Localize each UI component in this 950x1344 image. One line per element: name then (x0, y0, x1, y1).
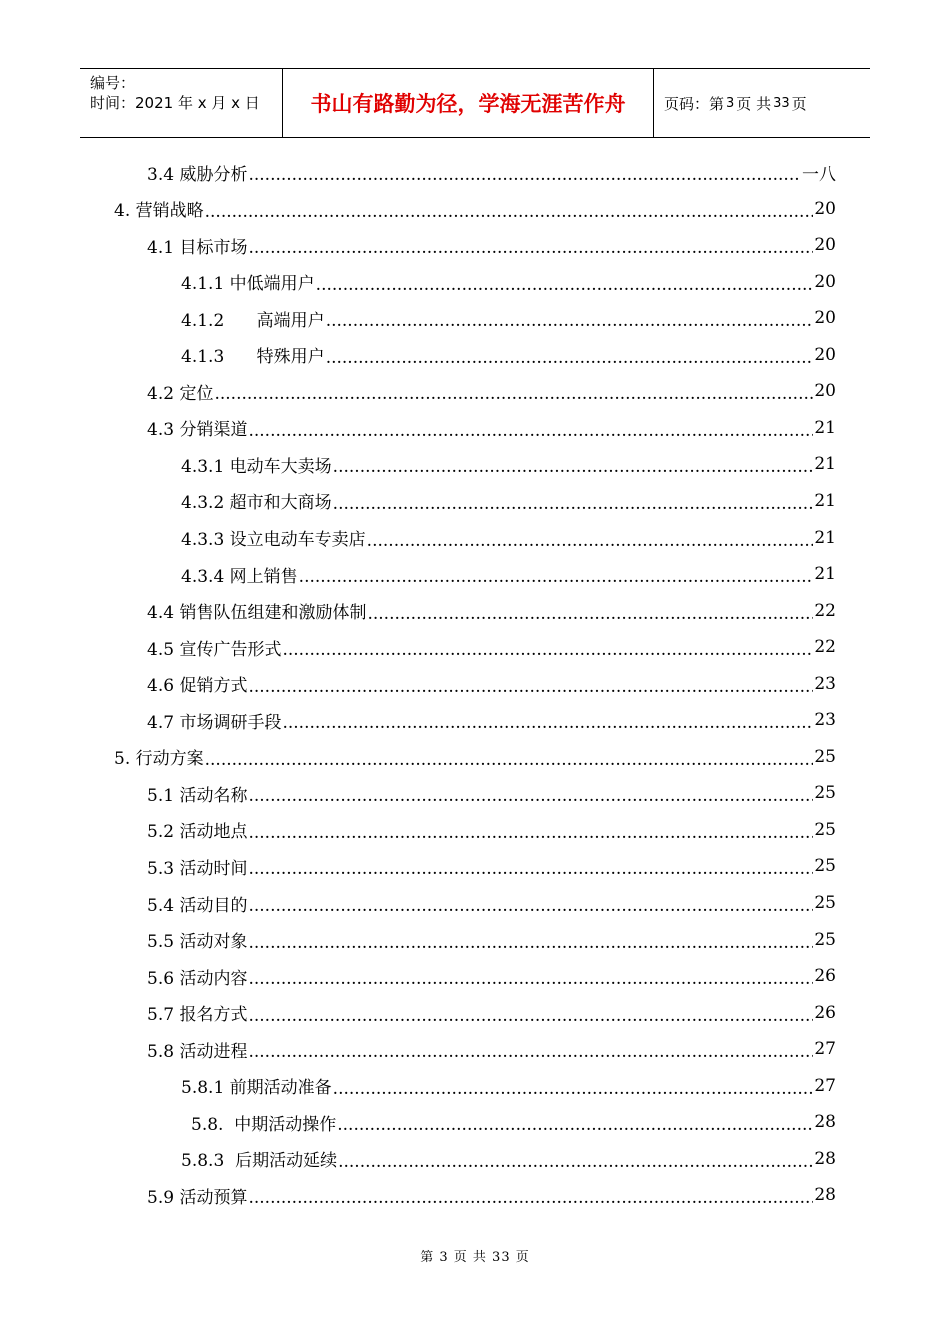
toc-entry[interactable] (147, 702, 836, 738)
toc-entry-title: 4.7 市场调研手段 (147, 712, 282, 733)
toc-entry[interactable] (147, 922, 836, 958)
toc-dot-leader (248, 238, 813, 258)
toc-entry-title: 5.7 报名方式 (147, 1005, 248, 1026)
toc-entry-page: 25 (814, 746, 836, 767)
page-mid: 页 共 (736, 94, 772, 113)
page-current: 3 (726, 95, 735, 111)
toc-entry-title: 3.4 威胁分析 (147, 164, 248, 185)
toc-dot-leader (248, 969, 813, 989)
toc-entry-page: 21 (814, 417, 836, 438)
toc-dot-leader (248, 677, 813, 697)
toc-entry[interactable] (181, 264, 836, 300)
toc-entry[interactable] (181, 556, 836, 592)
toc-entry-page: 25 (814, 929, 836, 950)
toc-entry[interactable] (181, 520, 836, 556)
toc-entry-title: 5.6 活动内容 (147, 968, 248, 989)
toc-entry[interactable] (147, 666, 836, 702)
toc-entry[interactable] (181, 1068, 836, 1104)
toc-entry-title: 5.3 活动时间 (147, 858, 248, 879)
toc-entry[interactable] (147, 410, 836, 446)
toc-entry-title: 4.3 分销渠道 (147, 420, 248, 441)
toc-entry-page: 20 (814, 344, 836, 365)
toc-entry-page: 20 (814, 235, 836, 256)
toc-entry[interactable] (114, 191, 836, 227)
toc-entry[interactable] (147, 593, 836, 629)
toc-entry-title: 4. 营销战略 (114, 201, 204, 222)
toc-entry-page: 20 (814, 308, 836, 329)
toc-entry-page: 23 (814, 710, 836, 731)
toc-entry-title: 5.8.1 前期活动准备 (181, 1078, 332, 1099)
toc-dot-leader (205, 202, 814, 222)
toc-dot-leader (282, 713, 813, 733)
toc-dot-leader (248, 933, 813, 953)
toc-dot-leader (248, 165, 801, 185)
page-prefix: 页码：第 (664, 94, 725, 113)
toc-dot-leader (326, 348, 814, 368)
toc-dot-leader (248, 1006, 813, 1026)
document-header (80, 68, 870, 138)
toc-dot-leader (248, 859, 813, 879)
toc-entry[interactable] (147, 373, 836, 409)
toc-entry-page: 21 (814, 454, 836, 475)
toc-entry[interactable] (147, 775, 836, 811)
toc-dot-leader (205, 750, 814, 770)
toc-entry-title: 4.3.4 网上销售 (181, 566, 298, 587)
toc-dot-leader (282, 640, 813, 660)
toc-entry-page: 20 (814, 381, 836, 402)
toc-entry-title: 4.6 促销方式 (147, 676, 248, 697)
toc-entry[interactable] (181, 1141, 836, 1177)
toc-entry-title: 4.1.3 特殊用户 (181, 347, 325, 368)
toc-dot-leader (248, 786, 813, 806)
toc-entry-title: 4.3.3 设立电动车专卖店 (181, 530, 366, 550)
toc-entry-title: 4.4 销售队伍组建和激励体制 (147, 603, 367, 624)
toc-entry-page: 25 (814, 783, 836, 804)
toc-entry-title: 5.8. 中期活动操作 (191, 1114, 337, 1135)
toc-entry-page: 28 (814, 1112, 836, 1133)
toc-dot-leader (338, 1152, 813, 1172)
toc-entry-page: 20 (814, 271, 836, 292)
toc-entry[interactable] (147, 227, 836, 263)
toc-dot-leader (337, 1115, 813, 1135)
toc-entry[interactable] (114, 739, 836, 775)
toc-entry-page: 25 (814, 819, 836, 840)
toc-entry-page: 21 (814, 527, 836, 548)
toc-entry[interactable] (147, 995, 836, 1031)
toc-entry[interactable] (181, 483, 836, 519)
toc-dot-leader (333, 457, 814, 477)
toc-dot-leader (326, 311, 814, 331)
toc-dot-leader (333, 494, 814, 514)
toc-entry[interactable] (191, 1104, 836, 1140)
serial-label: 编号： (90, 74, 136, 92)
toc-entry[interactable] (181, 337, 836, 373)
toc-dot-leader (248, 1042, 813, 1062)
toc-entry-page: 27 (814, 1039, 836, 1060)
toc-entry-title: 5.9 活动预算 (147, 1187, 248, 1208)
toc-entry-page: 23 (814, 673, 836, 694)
toc-entry-page: 26 (814, 966, 836, 987)
toc-entry-page: 28 (814, 1185, 836, 1206)
toc-entry-title: 4.1.1 中低端用户 (181, 274, 315, 295)
toc-dot-leader (214, 384, 813, 404)
toc-entry-title: 4.1 目标市场 (147, 237, 248, 258)
toc-entry[interactable] (147, 1177, 836, 1213)
toc-entry-title: 5.1 活动名称 (147, 785, 248, 806)
toc-entry-title: 5.5 活动对象 (147, 932, 248, 953)
toc-entry-title: 5.8.3 后期活动延续 (181, 1151, 338, 1172)
toc-entry[interactable] (147, 629, 836, 665)
page-total: 33 (773, 95, 790, 111)
toc-entry-page: 27 (814, 1075, 836, 1096)
toc-entry[interactable] (181, 300, 836, 336)
toc-entry-title: 4.3.2 超市和大商场 (181, 493, 332, 514)
header-page-info (654, 69, 870, 137)
toc-entry[interactable] (147, 885, 836, 921)
toc-entry[interactable] (147, 1031, 836, 1067)
toc-dot-leader (248, 1188, 813, 1208)
toc-entry-page: 22 (814, 600, 836, 621)
toc-entry-page: 21 (814, 490, 836, 511)
toc-entry-title: 4.1.2 高端用户 (181, 310, 325, 331)
toc-dot-leader (248, 421, 813, 441)
toc-dot-leader (248, 896, 813, 916)
toc-entry-page: 一八 (802, 164, 836, 185)
toc-dot-leader (333, 1079, 814, 1099)
toc-entry-title: 5.4 活动目的 (147, 895, 248, 916)
toc-entry-title: 4.2 定位 (147, 383, 214, 404)
toc-entry-page: 20 (814, 198, 836, 219)
toc-entry-page: 21 (814, 564, 836, 585)
toc-entry[interactable] (147, 154, 836, 190)
page-suffix: 页 (791, 94, 807, 113)
toc-entry-title: 5.2 活动地点 (147, 822, 248, 843)
toc-entry-page: 25 (814, 856, 836, 877)
toc-entry[interactable] (147, 848, 836, 884)
toc-entry-page: 28 (814, 1148, 836, 1169)
page-footer: 第 3 页 共 33 页 (420, 1250, 530, 1265)
header-info-cell (80, 69, 282, 137)
toc-entry-page: 25 (814, 893, 836, 913)
toc-entry-title: 5. 行动方案 (114, 749, 204, 770)
toc-dot-leader (367, 531, 814, 551)
toc-entry[interactable] (147, 812, 836, 848)
toc-dot-leader (299, 567, 814, 587)
toc-entry-title: 5.8 活动进程 (147, 1041, 248, 1062)
toc-dot-leader (248, 823, 813, 843)
toc-entry-title: 4.3.1 电动车大卖场 (181, 456, 332, 477)
toc-dot-leader (367, 604, 813, 624)
toc-entry[interactable] (181, 446, 836, 482)
toc-entry-title: 4.5 宣传广告形式 (147, 639, 282, 660)
time-label: 时间：2021 年 x 月 x 日 (90, 94, 260, 112)
toc-entry-page: 22 (814, 637, 836, 658)
toc-entry-page: 26 (814, 1002, 836, 1023)
toc-entry[interactable] (147, 958, 836, 994)
header-motto: 书山有路勤为径，学海无涯苦作舟 (282, 69, 654, 137)
toc-dot-leader (316, 275, 814, 295)
